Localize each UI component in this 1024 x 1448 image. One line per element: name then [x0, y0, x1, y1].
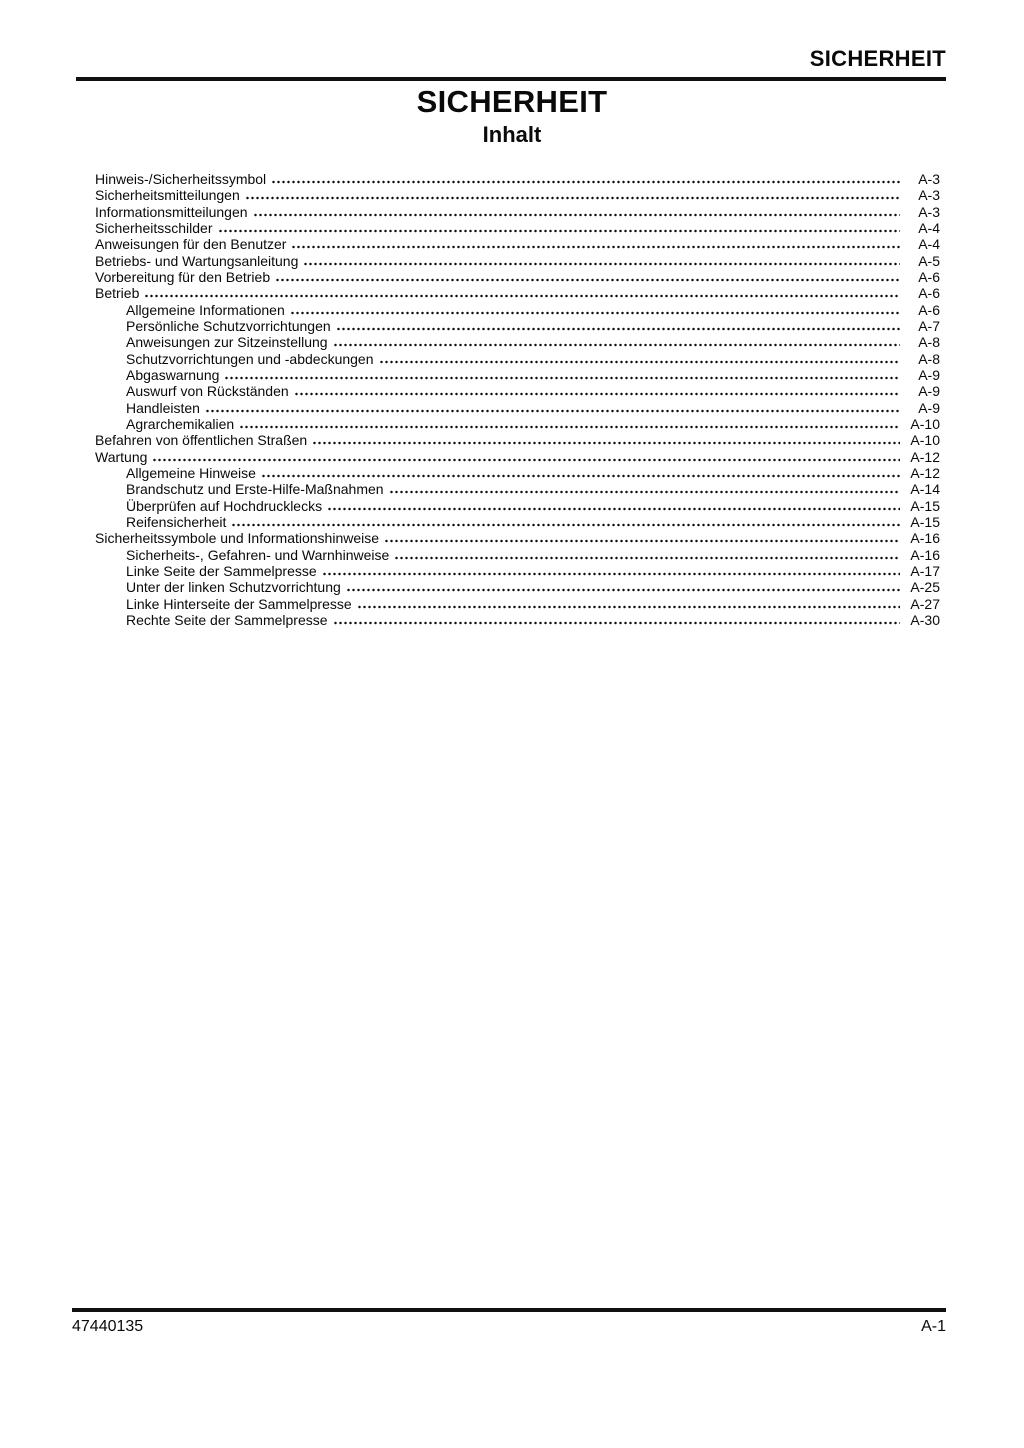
- toc-entry-page: A-10: [910, 415, 940, 432]
- dot-leader: [145, 294, 900, 298]
- toc-entry-page: A-17: [910, 562, 940, 579]
- dot-leader: [304, 262, 900, 266]
- toc-entry-label: Sicherheitsschilder: [95, 219, 213, 236]
- toc-entry-label: Allgemeine Informationen: [126, 301, 285, 318]
- dot-leader: [206, 409, 900, 413]
- toc-entry-page: A-6: [918, 268, 940, 285]
- toc-entry: [95, 579, 940, 595]
- dot-leader: [334, 621, 900, 625]
- toc-entry: [95, 612, 940, 628]
- toc-entry: [95, 514, 940, 530]
- dot-leader: [246, 196, 900, 200]
- toc-entry: [95, 318, 940, 334]
- toc-entry: [95, 547, 940, 563]
- toc-entry: [95, 302, 940, 318]
- toc-entry-page: A-10: [910, 432, 940, 449]
- toc-entry-page: A-14: [910, 481, 940, 498]
- toc-entry: [95, 236, 940, 252]
- toc-entry-page: A-4: [918, 236, 940, 253]
- page-title: SICHERHEIT: [416, 84, 608, 119]
- toc-entry-page: A-16: [910, 530, 940, 547]
- toc-entry-label: Schutzvorrichtungen und -abdeckungen: [126, 350, 374, 367]
- toc-entry-page: A-12: [910, 464, 940, 481]
- toc-entry-label: Brandschutz und Erste-Hilfe-Maßnahmen: [126, 481, 384, 498]
- dot-leader: [240, 425, 900, 429]
- toc-entry-label: Befahren von öffentlichen Straßen: [95, 432, 308, 449]
- toc-entry-page: A-5: [918, 252, 940, 269]
- header-rule-divider: [76, 77, 946, 81]
- toc-entry-page: A-12: [910, 448, 940, 465]
- toc-entry: [95, 285, 940, 301]
- toc-entry: [95, 171, 940, 187]
- toc-entry-page: A-3: [918, 203, 940, 220]
- toc-entry: [95, 465, 940, 481]
- dot-leader: [153, 458, 900, 462]
- toc-entry-page: A-25: [910, 579, 940, 596]
- toc-entry-label: Hinweis-/Sicherheitssymbol: [95, 171, 267, 187]
- toc-entry: [95, 416, 940, 432]
- toc-entry-label: Wartung: [95, 448, 148, 465]
- toc-entry-label: Allgemeine Hinweise: [126, 464, 256, 481]
- toc-entry: [95, 530, 940, 546]
- dot-leader: [276, 278, 900, 282]
- toc-entry: [95, 269, 940, 285]
- dot-leader: [313, 441, 900, 445]
- toc-entry-page: A-8: [918, 350, 940, 367]
- toc-entry-label: Betriebs- und Wartungsanleitung: [95, 252, 299, 269]
- toc-entry: [95, 253, 940, 269]
- toc-entry-label: Persönliche Schutzvorrichtungen: [126, 317, 331, 334]
- dot-leader: [334, 343, 900, 347]
- page-subtitle: Inhalt: [482, 122, 542, 147]
- toc-entry-page: A-15: [910, 497, 940, 514]
- dot-leader: [380, 360, 900, 364]
- dot-leader: [225, 376, 900, 380]
- toc-entry: [95, 498, 940, 514]
- toc-entry-page: A-15: [910, 513, 940, 530]
- toc-entry-label: Rechte Seite der Sammelpresse: [126, 611, 328, 628]
- dot-leader: [358, 605, 900, 609]
- toc-entry-page: A-9: [918, 366, 940, 383]
- toc-entry: [95, 204, 940, 220]
- dot-leader: [328, 507, 900, 511]
- dot-leader: [262, 474, 900, 478]
- toc-entry: [95, 187, 940, 203]
- dot-leader: [219, 229, 901, 233]
- toc-entry-page: A-7: [918, 317, 940, 334]
- toc-entry-label: Reifensicherheit: [126, 513, 227, 530]
- toc-entry: [95, 334, 940, 350]
- toc-entry-label: Agrarchemikalien: [126, 415, 235, 432]
- toc-entry-page: A-27: [910, 595, 940, 612]
- toc-entry-label: Unter der linken Schutzvorrichtung: [126, 579, 341, 596]
- toc-entry-label: Sicherheits-, Gefahren- und Warnhinweise: [126, 546, 390, 563]
- running-header: SICHERHEIT: [809, 46, 946, 71]
- toc-entry-page: A-9: [918, 383, 940, 400]
- toc-entry: [95, 383, 940, 399]
- toc-entry-label: Vorbereitung für den Betrieb: [95, 268, 271, 285]
- dot-leader: [323, 572, 900, 576]
- toc-entry-page: A-3: [918, 187, 940, 204]
- toc-entry-page: A-6: [918, 285, 940, 302]
- toc-entry: [95, 563, 940, 579]
- footer-rule-divider: [72, 1308, 946, 1312]
- toc-entry-page: A-16: [910, 546, 940, 563]
- toc-entry: [95, 596, 940, 612]
- toc-entry-label: Informationsmitteilungen: [95, 203, 248, 220]
- dot-leader: [347, 588, 900, 592]
- toc-entry-label: Linke Seite der Sammelpresse: [126, 562, 317, 579]
- toc-entry: [95, 449, 940, 465]
- toc-entry: [95, 220, 940, 236]
- toc-entry-label: Linke Hinterseite der Sammelpresse: [126, 595, 352, 612]
- toc-entry: [95, 432, 940, 448]
- dot-leader: [337, 327, 900, 331]
- footer-part-number: 47440135: [72, 1318, 144, 1335]
- footer-page-number: A-1: [921, 1318, 946, 1335]
- toc-entry-page: A-8: [918, 334, 940, 351]
- dot-leader: [292, 245, 900, 249]
- toc-entry: [95, 351, 940, 367]
- toc-entry-label: Überprüfen auf Hochdrucklecks: [126, 497, 323, 514]
- toc-entry-page: A-9: [918, 399, 940, 416]
- toc-entry-label: Betrieb: [95, 285, 140, 302]
- dot-leader: [272, 180, 900, 184]
- dot-leader: [295, 392, 900, 396]
- toc-entry-page: A-30: [910, 611, 940, 628]
- toc-entry-page: A-4: [918, 219, 940, 236]
- dot-leader: [254, 213, 900, 217]
- toc-entry: [95, 367, 940, 383]
- toc-entry-label: Sicherheitsmitteilungen: [95, 187, 240, 204]
- toc-entry-label: Abgaswarnung: [126, 366, 220, 383]
- toc-entry-page: A-3: [918, 171, 940, 187]
- dot-leader: [390, 490, 900, 494]
- toc-entry-label: Anweisungen zur Sitzeinstellung: [126, 334, 328, 351]
- dot-leader: [395, 556, 900, 560]
- toc-entry-label: Sicherheitssymbole und Informationshinweise: [95, 530, 380, 547]
- dot-leader: [232, 523, 900, 527]
- toc-entry-label: Handleisten: [126, 399, 200, 416]
- dot-leader: [385, 539, 900, 543]
- toc-entry-label: Auswurf von Rückständen: [126, 383, 289, 400]
- dot-leader: [291, 311, 900, 315]
- toc-entry: [95, 400, 940, 416]
- toc-entry-page: A-6: [918, 301, 940, 318]
- toc-entry: [95, 481, 940, 497]
- toc-entry-label: Anweisungen für den Benutzer: [95, 236, 287, 253]
- toc-list: [95, 171, 940, 628]
